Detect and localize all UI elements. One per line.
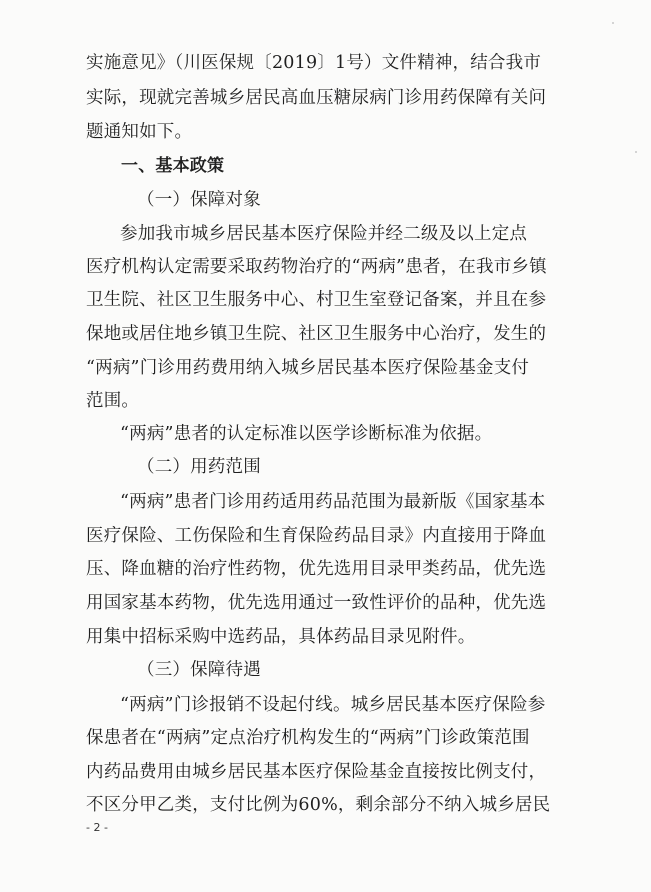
text-line: 实施意见》（川医保规〔2019〕1号）文件精神，结合我市: [86, 53, 542, 73]
text-line: “两病”门诊报销不设起付线。城乡居民基本医疗保险参: [120, 695, 546, 715]
text-line: 题通知如下。: [86, 122, 193, 142]
text-line: 参加我市城乡居民基本医疗保险并经二级及以上定点: [120, 224, 528, 244]
text-line: 医疗机构认定需要采取药物治疗的“两病”患者，在我市乡镇: [86, 257, 547, 277]
page-number: - 2 -: [86, 821, 108, 834]
text-line: 压、降血糖的治疗性药物，优先选用目录甲类药品，优先选: [86, 559, 547, 579]
text-line: “两病”患者的认定标准以医学诊断标准为依据。: [120, 424, 493, 444]
text-line: 医疗保险、工伤保险和生育保险药品目录》内直接用于降血: [86, 526, 547, 546]
text-line: 实际，现就完善城乡居民高血压糖尿病门诊用药保障有关问: [86, 88, 547, 108]
text-line: 保患者在“两病”定点治疗机构发生的“两病”门诊政策范围: [86, 728, 530, 748]
section-heading: 一、基本政策: [121, 156, 225, 176]
text-line: 用国家基本药物，优先选用通过一致性评价的品种，优先选: [86, 593, 547, 613]
text-line: 用集中招标采购中选药品，具体药品目录见附件。: [86, 627, 476, 647]
subsection-heading: （一）保障对象: [137, 190, 261, 210]
subsection-heading: （二）用药范围: [137, 457, 261, 477]
text-line: “两病”患者门诊用药适用药品范围为最新版《国家基本: [120, 492, 546, 512]
text-line: 内药品费用由城乡居民基本医疗保险基金直接按比例支付，: [86, 762, 547, 782]
text-line: 不区分甲乙类，支付比例为60%，剩余部分不纳入城乡居民: [86, 795, 551, 815]
text-line: 保地或居住地乡镇卫生院、社区卫生服务中心治疗，发生的: [86, 324, 547, 344]
scan-speck: [635, 151, 637, 153]
scan-speck: [612, 22, 614, 24]
text-line: 范围。: [86, 391, 140, 411]
text-line: “两病”门诊用药费用纳入城乡居民基本医疗保险基金支付: [86, 358, 530, 378]
subsection-heading: （三）保障待遇: [137, 660, 261, 680]
text-line: 卫生院、社区卫生服务中心、村卫生室登记备案，并且在参: [86, 290, 547, 310]
